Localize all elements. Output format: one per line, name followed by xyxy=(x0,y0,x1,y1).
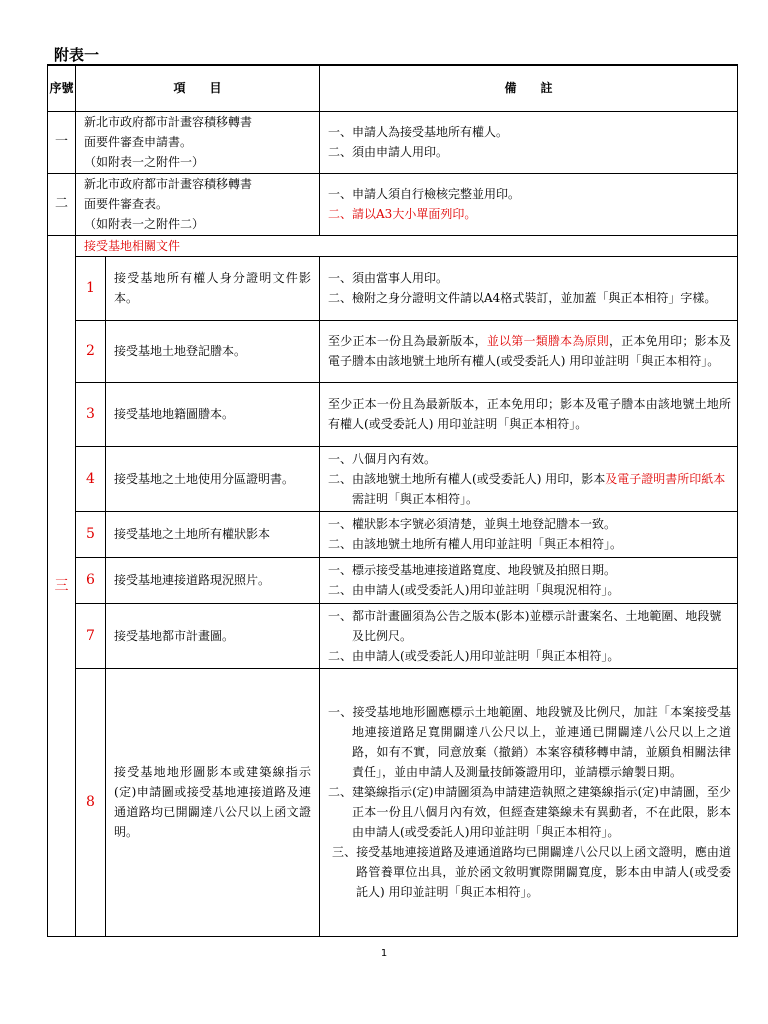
group-header-row xyxy=(48,235,738,256)
row-seq: 一 xyxy=(48,111,76,173)
sub-item-note: 一、標示接受基地連接道路寬度、地段號及拍照日期。 二、由申請人(或受委託人)用印並註明「與現況相符」。 xyxy=(320,557,738,603)
page-title: 附表一 xyxy=(54,46,100,64)
row-note: 一、申請人須自行檢核完整並用印。 二、請以A3大小單面列印。 xyxy=(320,173,738,235)
page-number: 1 xyxy=(380,948,388,959)
row-note: 一、申請人為接受基地所有權人。 二、須由申請人用印。 xyxy=(320,111,738,173)
header-item: 項 目 xyxy=(76,65,320,111)
row-seq-section3: 三 xyxy=(48,235,76,936)
sub-item-number: 7 xyxy=(76,603,106,668)
sub-item-number: 4 xyxy=(76,446,106,511)
sub-item-note: 至少正本一份且為最新版本，並以第一類謄本為原則，正本免用印；影本及電子謄本由該地號土地所有權人(或受委託人) 用印並註明「與正本相符」。 xyxy=(320,320,738,382)
sub-item-name: 接受基地地籍圖謄本。 xyxy=(106,382,320,446)
sub-item-number: 8 xyxy=(76,668,106,936)
sub-item-note: 一、都市計畫圖須為公告之版本(影本)並標示計畫案名、土地範圍、地段號及比例尺。 二、由申請人(或受委託人)用印並註明「與正本相符」。 xyxy=(320,603,738,668)
sub-item-number: 3 xyxy=(76,382,106,446)
table-row xyxy=(48,320,738,382)
sub-item-number: 5 xyxy=(76,511,106,557)
table-row xyxy=(48,256,738,320)
table-row xyxy=(48,603,738,668)
table-row xyxy=(48,511,738,557)
sub-item-name: 接受基地之土地使用分區證明書。 xyxy=(106,446,320,511)
sub-item-number: 1 xyxy=(76,256,106,320)
sub-item-name: 接受基地所有權人身分證明文件影本。 xyxy=(106,256,320,320)
requirements-table xyxy=(47,64,738,937)
row-seq: 二 xyxy=(48,173,76,235)
sub-item-note: 一、八個月內有效。 二、由該地號土地所有權人(或受委託人) 用印，影本及電子證明書所印紙本需註明「與正本相符」。 xyxy=(320,446,738,511)
sub-item-note: 一、接受基地地形圖應標示土地範圍、地段號及比例尺，加註「本案接受基地連接道路足寬開闢達八公尺以上，並連通已開闢達八公尺以上之道路，如有不實，同意放棄（撤銷）本案容積移轉申請，並願負相關法律責任」，並由申請人及測量技師簽證用印，並請標示繪製日期。 二、建築線指示(定)申請圖須為申請建造執照之建築線指示(定)申請圖，至少正本一份且八個月內有效，但經查建築線未有異動者，不在此限，影本由申請人(或受委託人)用印並註明「與正本相符」。 三、接受基地連接道路及連通道路均已開闢達八公尺以上函文證明，應由道路管養單位出具，並於函文敘明實際開闢寬度，影本由申請人(或受委託人) 用印並註明「與正本相符」。 xyxy=(320,668,738,936)
table-row xyxy=(48,173,738,235)
sub-item-name: 接受基地之土地所有權狀影本 xyxy=(106,511,320,557)
sub-item-number: 2 xyxy=(76,320,106,382)
sub-item-name: 接受基地土地登記謄本。 xyxy=(106,320,320,382)
group-title: 接受基地相關文件 xyxy=(76,235,738,256)
table-row xyxy=(48,668,738,936)
table-header-row xyxy=(48,65,738,111)
sub-item-number: 6 xyxy=(76,557,106,603)
table-row xyxy=(48,557,738,603)
sub-item-note: 至少正本一份且為最新版本，正本免用印；影本及電子謄本由該地號土地所有權人(或受委託人) 用印並註明「與正本相符」。 xyxy=(320,382,738,446)
header-seq: 序號 xyxy=(48,65,76,111)
row-item: 新北市政府都市計畫容積移轉書 面要件審查申請書。 （如附表一之附件一） xyxy=(76,111,320,173)
sub-item-name: 接受基地連接道路現況照片。 xyxy=(106,557,320,603)
table-row xyxy=(48,446,738,511)
sub-item-note: 一、權狀影本字號必須清楚，並與土地登記謄本一致。 二、由該地號土地所有權人用印並註明「與正本相符」。 xyxy=(320,511,738,557)
sub-item-name: 接受基地地形圖影本或建築線指示(定)申請圖或接受基地連接道路及連通道路均已開闢達八公尺以上函文證明。 xyxy=(106,668,320,936)
sub-item-name: 接受基地都市計畫圖。 xyxy=(106,603,320,668)
sub-item-note: 一、須由當事人用印。 二、檢附之身分證明文件請以A4格式裝訂，並加蓋「與正本相符」字樣。 xyxy=(320,256,738,320)
row-item: 新北市政府都市計畫容積移轉書 面要件審查表。 （如附表一之附件二） xyxy=(76,173,320,235)
header-note: 備 註 xyxy=(320,65,738,111)
table-row xyxy=(48,382,738,446)
table-row xyxy=(48,111,738,173)
